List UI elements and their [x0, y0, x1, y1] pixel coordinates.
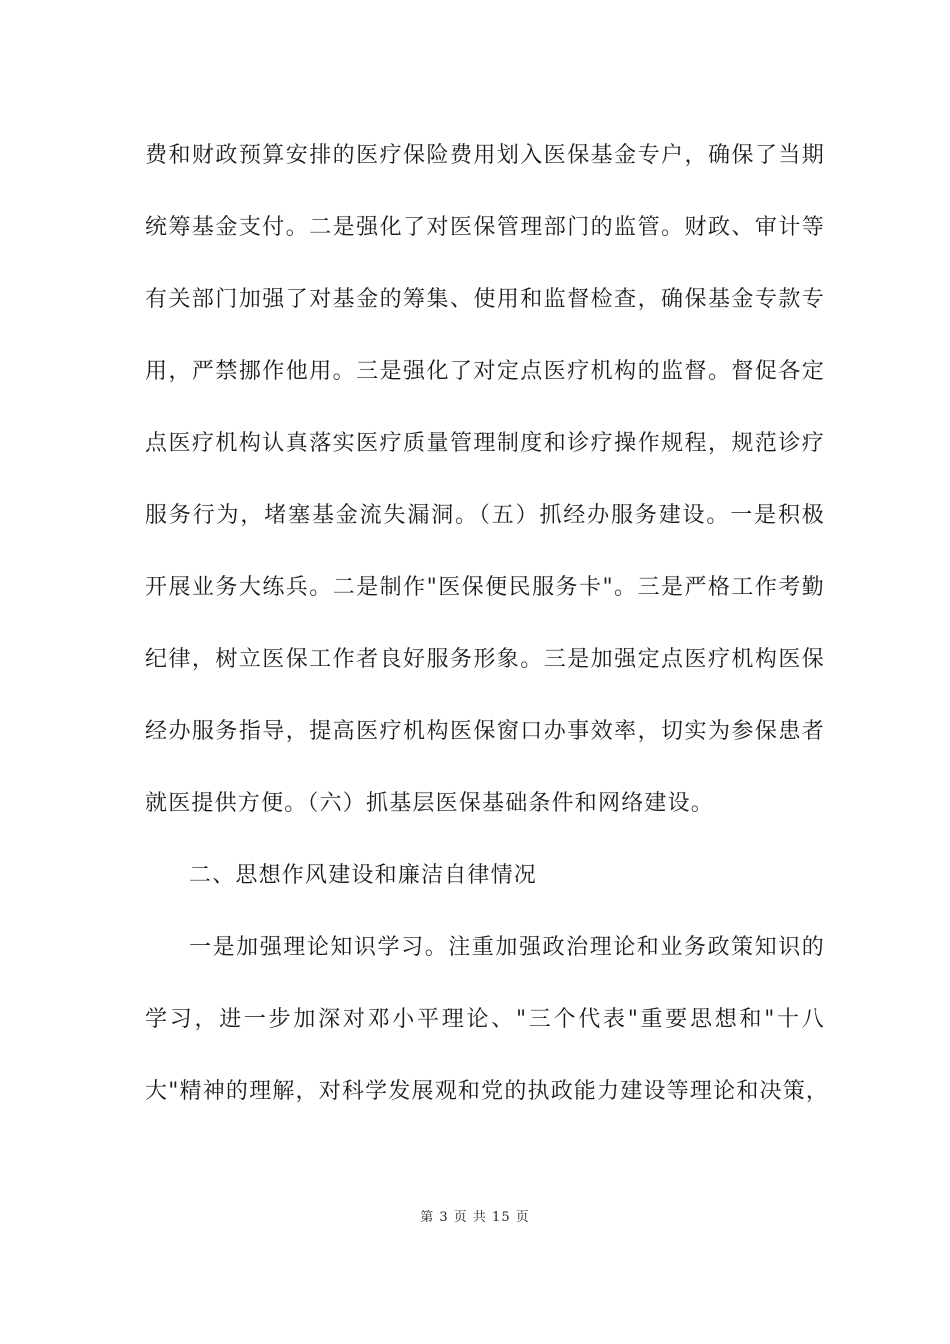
body-text-line: 统筹基金支付。二是强化了对医保管理部门的监管。财政、审计等 — [145, 215, 825, 240]
body-text-line: 一是加强理论知识学习。注重加强政治理论和业务政策知识的 — [189, 935, 825, 960]
body-text-line: 开展业务大练兵。二是制作"医保便民服务卡"。三是严格工作考勤 — [145, 575, 825, 600]
section-heading: 二、思想作风建设和廉洁自律情况 — [189, 863, 538, 888]
body-text-line: 用，严禁挪作他用。三是强化了对定点医疗机构的监督。督促各定 — [145, 359, 825, 384]
body-text-line: 点医疗机构认真落实医疗质量管理制度和诊疗操作规程，规范诊疗 — [145, 431, 825, 456]
body-text-line: 费和财政预算安排的医疗保险费用划入医保基金专户，确保了当期 — [145, 143, 825, 168]
body-text-line: 就医提供方便。（六）抓基层医保基础条件和网络建设。 — [145, 791, 715, 816]
body-text-line: 经办服务指导，提高医疗机构医保窗口办事效率，切实为参保患者 — [145, 719, 825, 744]
body-text-line: 大"精神的理解，对科学发展观和党的执政能力建设等理论和决策， — [145, 1079, 830, 1104]
body-text-line: 有关部门加强了对基金的筹集、使用和监督检查，确保基金专款专 — [145, 287, 825, 312]
body-text-line: 服务行为，堵塞基金流失漏洞。（五）抓经办服务建设。一是积极 — [145, 503, 825, 528]
body-text-line: 纪律，树立医保工作者良好服务形象。三是加强定点医疗机构医保 — [145, 647, 825, 672]
page-number-footer: 第 3 页 共 15 页 — [420, 1210, 530, 1225]
body-text-line: 学习，进一步加深对邓小平理论、"三个代表"重要思想和"十八 — [145, 1007, 825, 1032]
